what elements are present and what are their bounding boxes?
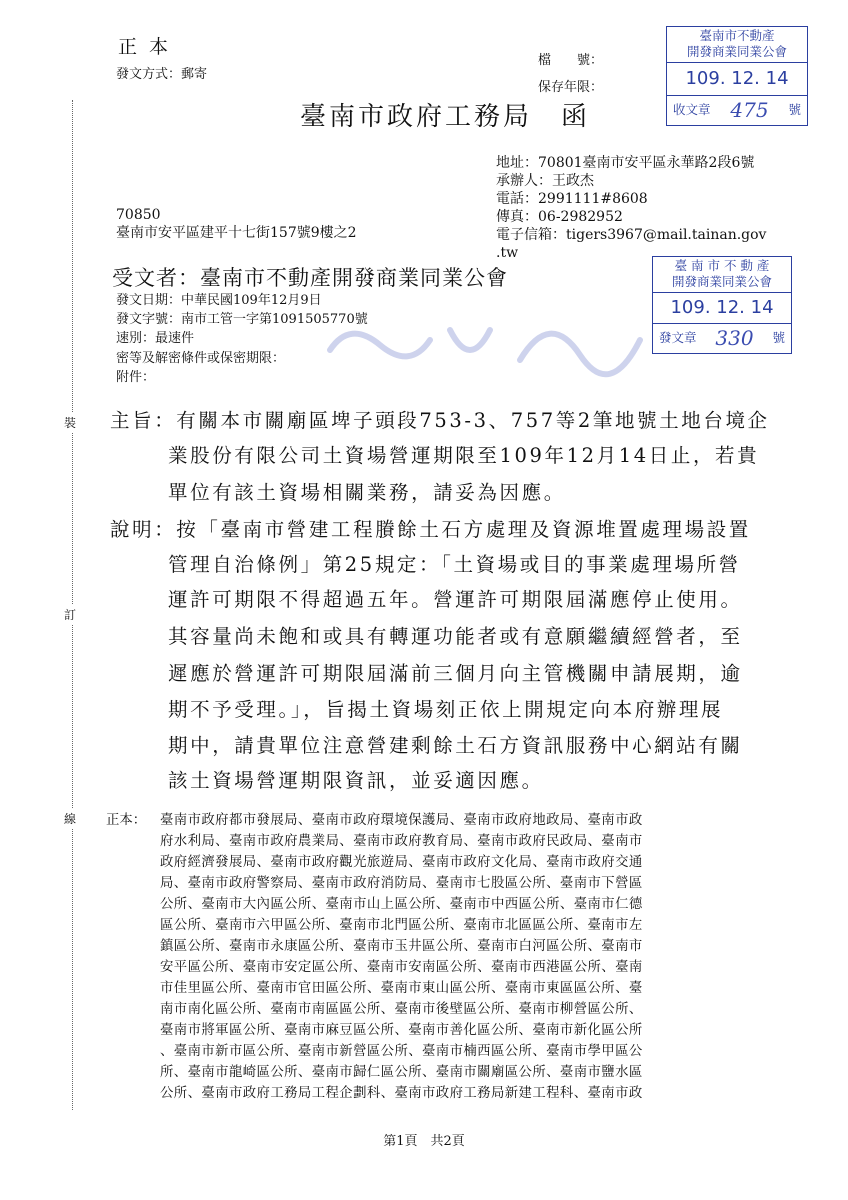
explanation-line: 運許可期限不得超過五年。營運許可期限屆滿應停止使用。 [168, 588, 743, 611]
distribution-line: 政府經濟發展局、臺南市政府觀光旅遊局、臺南市政府文化局、臺南市政府交通 [160, 855, 643, 870]
sent-stamp-date: 109. 12. 14 [653, 293, 791, 324]
copy-type: 正 本 [118, 36, 172, 58]
subject-line: 業股份有限公司土資場營運期限至109年12月14日止，若貴 [168, 444, 760, 467]
explanation-line: 期不予受理。」，旨揭土資場刻正依上開規定向本府辦理展 [168, 698, 724, 721]
distribution-label: 正本： [106, 813, 147, 828]
sent-stamp-number: 330 [715, 326, 754, 350]
recipient-address: 臺南市安平區建平十七街157號9樓之2 [116, 225, 357, 241]
distribution-line: 區公所、臺南市六甲區公所、臺南市北門區公所、臺南市北區區公所、臺南市左 [160, 918, 643, 933]
distribution-line: 局、臺南市政府警察局、臺南市政府消防局、臺南市七股區公所、臺南市下營區 [160, 876, 643, 891]
distribution-line: 公所、臺南市政府工務局工程企劃科、臺南市政府工務局新建工程科、臺南市政 [160, 1086, 643, 1101]
sender-email: 電子信箱：tigers3967@mail.tainan.gov [496, 227, 767, 243]
distribution-line: 市佳里區公所、臺南市官田區公所、臺南市東山區公所、臺南市東區區公所、臺 [160, 981, 643, 996]
speed: 速別：最速件 [116, 331, 195, 346]
recipient-zip: 70850 [116, 207, 161, 223]
received-stamp-org-2: 開發商業同業公會 [686, 44, 787, 59]
distribution-line: 、臺南市新市區公所、臺南市新營區公所、臺南市楠西區公所、臺南市學甲區公 [160, 1044, 643, 1059]
binding-mark-2: 訂 [64, 604, 76, 625]
explanation-line: 期中，請貴單位注意營建剩餘土石方資訊服務中心網站有關 [168, 734, 743, 757]
distribution-line: 南市南化區公所、臺南市南區區公所、臺南市後壁區公所、臺南市柳營區公所、 [160, 1002, 643, 1017]
explanation-line: 說明：按「臺南市營建工程賸餘土石方處理及資源堆置處理場設置 [110, 518, 751, 541]
received-stamp-label: 收文章 [673, 102, 711, 117]
attachment: 附件： [116, 370, 156, 385]
file-no-label: 檔 號： [538, 53, 604, 68]
document-number: 發文字號：南市工管一字第1091505770號 [116, 312, 368, 327]
distribution-line: 公所、臺南市大內區公所、臺南市山上區公所、臺南市中西區公所、臺南市仁德 [160, 897, 643, 912]
subject-line: 主旨：有關本市關廟區埤子頭段753-3、757等2筆地號土地台境企 [110, 409, 770, 432]
sender-email-cont: .tw [496, 245, 519, 261]
explanation-line: 管理自治條例」第25規定：「土資場或目的事業處理場所營 [168, 553, 741, 576]
received-stamp-unit: 號 [788, 102, 801, 117]
explanation-line: 遲應於營運許可期限屆滿前三個月向主管機關申請展期，逾 [168, 662, 743, 685]
sent-stamp-org-2: 開發商業同業公會 [671, 274, 772, 289]
sent-stamp [652, 256, 792, 354]
received-stamp-number: 475 [730, 98, 769, 122]
retention-label: 保存年限： [538, 80, 604, 95]
handwritten-seal-mark [320, 300, 650, 390]
received-stamp [666, 26, 808, 126]
distribution-line: 鎮區公所、臺南市永康區公所、臺南市玉井區公所、臺南市白河區公所、臺南市 [160, 939, 643, 954]
distribution-line: 府水利局、臺南市政府農業局、臺南市政府教育局、臺南市政府民政局、臺南市 [160, 834, 643, 849]
sent-stamp-label: 發文章 [659, 330, 697, 345]
received-stamp-date: 109. 12. 14 [667, 63, 807, 96]
sender-fax: 傳真：06-2982952 [496, 209, 623, 225]
recipient: 受文者：臺南市不動產開發商業同業公會 [112, 266, 508, 290]
sender-handler: 承辦人：王政杰 [496, 173, 594, 189]
sender-address: 地址：70801臺南市安平區永華路2段6號 [496, 155, 755, 171]
distribution-line: 所、臺南市龍崎區公所、臺南市歸仁區公所、臺南市關廟區公所、臺南市鹽水區 [160, 1065, 643, 1080]
page-title: 臺南市政府工務局 函 [300, 102, 591, 132]
received-stamp-org-1: 臺南市不動產 [699, 28, 775, 43]
classification: 密等及解密條件或保密期限： [116, 351, 286, 366]
sent-stamp-unit: 號 [772, 330, 785, 345]
distribution-line: 安平區公所、臺南市安定區公所、臺南市安南區公所、臺南市西港區公所、臺南 [160, 960, 643, 975]
distribution-line: 臺南市將軍區公所、臺南市麻豆區公所、臺南市善化區公所、臺南市新化區公所 [160, 1023, 643, 1038]
binding-mark-3: 線 [64, 808, 76, 829]
sender-phone: 電話：2991111#8608 [496, 191, 648, 207]
binding-mark-1: 裝 [64, 412, 76, 433]
page-number: 第1頁 共2頁 [383, 1134, 465, 1149]
distribution-line: 臺南市政府都市發展局、臺南市政府環境保護局、臺南市政府地政局、臺南市政 [160, 813, 643, 828]
explanation-line: 其容量尚未飽和或具有轉運功能者或有意願繼續經營者，至 [168, 625, 743, 648]
explanation-line: 該土資場營運期限資訊，並妥適因應。 [168, 769, 544, 792]
delivery-method: 發文方式：郵寄 [116, 67, 208, 82]
send-date: 發文日期：中華民國109年12月9日 [116, 293, 322, 308]
sent-stamp-org-1: 臺 南 市 不 動 產 [674, 258, 770, 273]
subject-line: 單位有該土資場相關業務，請妥為因應。 [168, 481, 566, 504]
